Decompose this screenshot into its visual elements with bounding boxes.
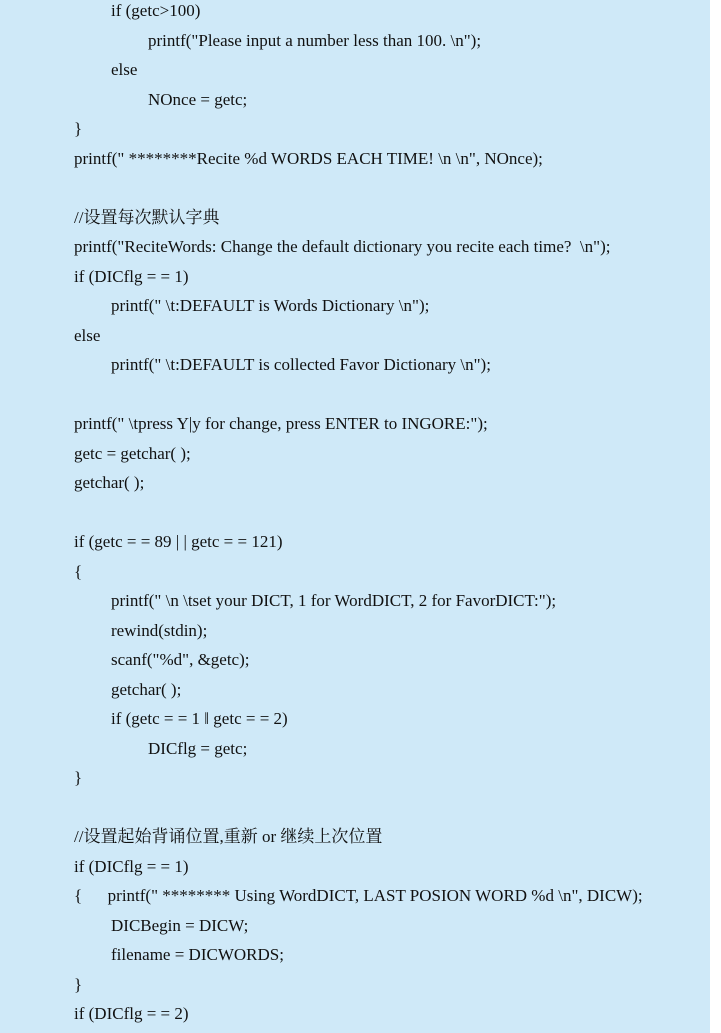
code-line: getchar( ); (74, 473, 145, 492)
code-line: filename = DICWORDS; (111, 945, 284, 964)
code-line: getc = getchar( ); (74, 443, 191, 463)
code-line: else (111, 60, 138, 79)
code-line: printf(" \t:DEFAULT is collected Favor Dictionary \n"); (111, 355, 491, 374)
code-line: if (getc = = 89 | | getc = = 121) (74, 532, 283, 551)
code-line: } (74, 119, 83, 138)
code-line: printf(" \tpress Y|y for change, press ENTER to INGORE:"); (74, 414, 488, 433)
code-comment-line: //设置每次默认字典 (74, 207, 220, 227)
code-line: if (DICflg = = 1) (74, 266, 189, 286)
code-line: if (getc>100) (111, 1, 201, 20)
code-line: else (74, 325, 101, 345)
code-line: printf(" \t:DEFAULT is Words Dictionary \n"); (111, 296, 430, 315)
code-line: NOnce = getc; (148, 89, 248, 109)
code-line: printf(" ********Recite %d WORDS EACH TIME! \n \n", NOnce); (74, 148, 543, 168)
code-line: DICflg = getc; (148, 738, 248, 758)
code-line: printf(" \n \tset your DICT, 1 for WordDICT, 2 for FavorDICT:"); (111, 591, 557, 610)
code-comment-line: //设置起始背诵位置,重新 or 继续上次位置 (74, 827, 383, 846)
code-line: scanf("%d", &getc); (111, 650, 250, 669)
code-line: printf("Please input a number less than 100. \n"); (148, 30, 482, 50)
code-line: printf("ReciteWords: Change the default dictionary you recite each time? \n"); (74, 237, 611, 256)
code-line: DICBegin = DICW; (111, 915, 249, 935)
code-line: rewind(stdin); (111, 620, 208, 640)
code-line: { printf(" ******** Using WordDICT, LAST POSION WORD %d \n", DICW); (74, 886, 643, 905)
code-line: if (DICflg = = 2) (74, 1004, 189, 1023)
code-line: } (74, 974, 83, 994)
code-line: { (74, 561, 83, 581)
code-line: if (getc = = 1 ‖ getc = = 2) (111, 709, 288, 728)
code-line: if (DICflg = = 1) (74, 856, 189, 876)
code-line: getchar( ); (111, 679, 182, 699)
code-line: } (74, 768, 83, 787)
